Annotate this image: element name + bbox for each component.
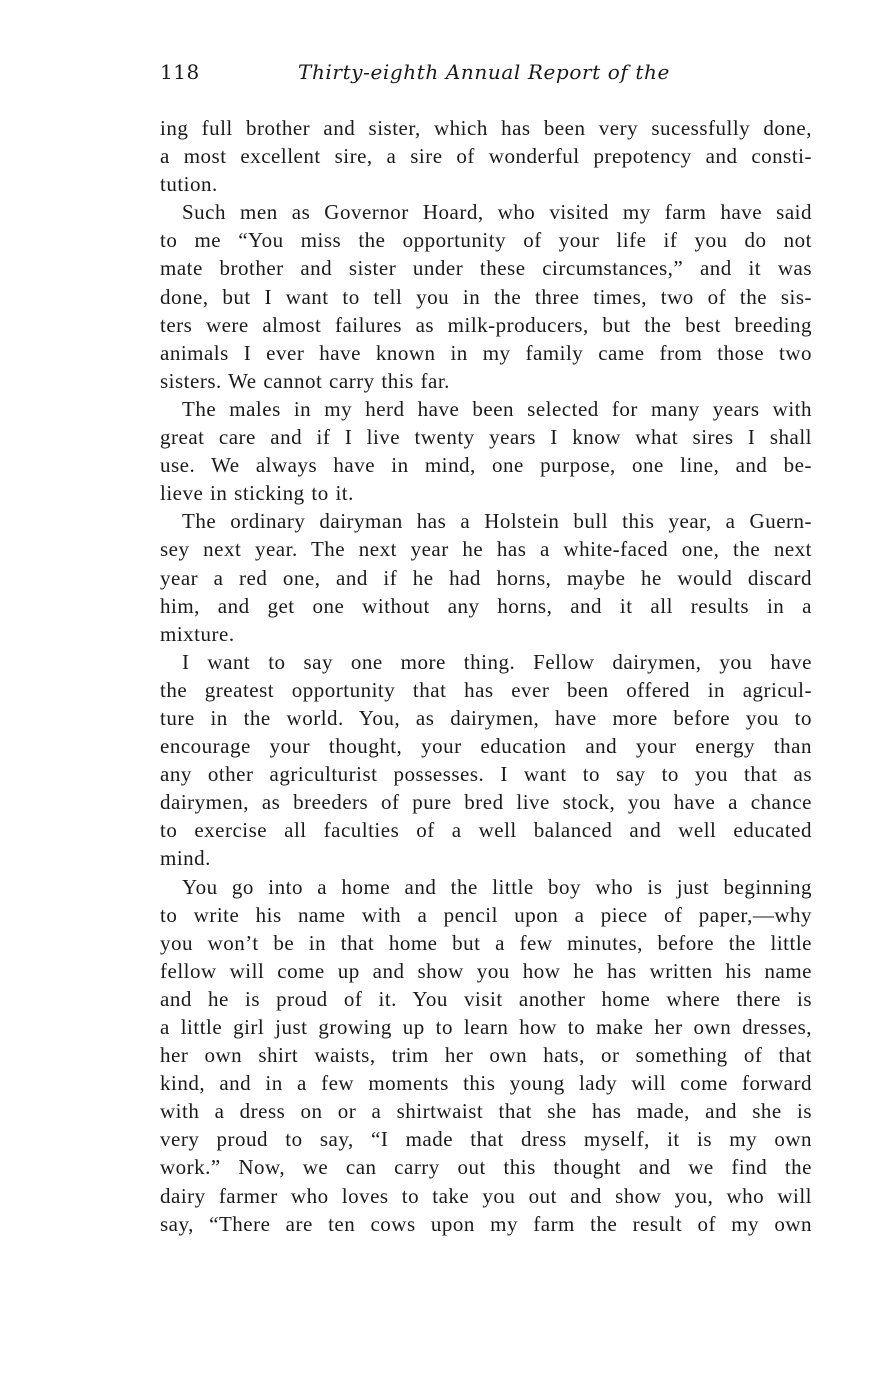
text-line: tution. bbox=[160, 172, 218, 197]
text-line: year a red one, and if he had horns, maybe he would discard bbox=[160, 565, 812, 590]
text-line: dairy farmer who loves to take you out and show you, who will bbox=[160, 1183, 812, 1208]
text-line: her own shirt waists, trim her own hats, or something of that bbox=[160, 1043, 812, 1068]
text-line: great care and if I live twenty years I know what sires I shall bbox=[160, 425, 812, 450]
text-line: The males in my herd have been selected for many years with bbox=[182, 396, 812, 421]
text-line: lieve in sticking to it. bbox=[160, 481, 354, 506]
text-line: mixture. bbox=[160, 621, 235, 646]
text-line: sey next year. The next year he has a white-faced one, the next bbox=[160, 537, 812, 562]
text-line: dairymen, as breeders of pure bred live stock, you have a chance bbox=[160, 790, 812, 815]
text-line: mind. bbox=[160, 846, 211, 871]
paragraph-5 bbox=[160, 648, 812, 873]
body-text bbox=[160, 114, 812, 1238]
page-number: 118 bbox=[160, 60, 200, 84]
text-line: Such men as Governor Hoard, who visited my farm have said bbox=[182, 200, 812, 225]
text-line: animals I ever have known in my family came from those two bbox=[160, 340, 812, 365]
text-line: ture in the world. You, as dairymen, have more before you to bbox=[160, 705, 812, 730]
paragraph-3 bbox=[160, 395, 812, 507]
text-line: encourage your thought, your education and your energy than bbox=[160, 734, 812, 759]
text-line: to me “You miss the opportunity of your life if you do not bbox=[160, 228, 812, 253]
text-line: work.” Now, we can carry out this thought and we find the bbox=[160, 1155, 812, 1180]
text-line: use. We always have in mind, one purpose, one line, and be- bbox=[160, 453, 812, 478]
text-line: The ordinary dairyman has a Holstein bull this year, a Guern- bbox=[182, 509, 812, 534]
text-line: a little girl just growing up to learn how to make her own dresses, bbox=[160, 1015, 812, 1039]
text-line: and he is proud of it. You visit another home where there is bbox=[160, 986, 812, 1011]
text-line: You go into a home and the little boy who is just beginning bbox=[182, 874, 812, 899]
paragraph-2 bbox=[160, 198, 812, 395]
text-line: him, and get one without any horns, and it all results in a bbox=[160, 593, 812, 618]
text-line: you won’t be in that home but a few minutes, before the little bbox=[160, 930, 812, 955]
running-head bbox=[160, 60, 812, 90]
text-line: to exercise all faculties of a well balanced and well educated bbox=[160, 818, 812, 843]
text-line: very proud to say, “I made that dress myself, it is my own bbox=[160, 1127, 812, 1152]
text-line: with a dress on or a shirtwaist that she has made, and she is bbox=[160, 1099, 812, 1124]
text-line: fellow will come up and show you how he has written his name bbox=[160, 958, 812, 983]
running-title: Thirty-eighth Annual Report of the bbox=[298, 60, 670, 84]
text-line: ing full brother and sister, which has been very sucessfully done, bbox=[160, 116, 812, 140]
text-line: to write his name with a pencil upon a piece of paper,—why bbox=[160, 902, 812, 927]
text-line: kind, and in a few moments this young lady will come forward bbox=[160, 1071, 812, 1096]
paragraph-6 bbox=[160, 873, 812, 1238]
text-line: a most excellent sire, a sire of wonderful prepotency and consti- bbox=[160, 144, 812, 169]
text-line: the greatest opportunity that has ever been offered in agricul- bbox=[160, 677, 812, 702]
text-line: sisters. We cannot carry this far. bbox=[160, 368, 450, 393]
text-line: ters were almost failures as milk-producers, but the best breeding bbox=[160, 312, 812, 337]
text-line: any other agriculturist possesses. I want to say to you that as bbox=[160, 762, 812, 787]
text-line: I want to say one more thing. Fellow dairymen, you have bbox=[182, 649, 812, 674]
text-line: mate brother and sister under these circumstances,” and it was bbox=[160, 256, 812, 281]
text-line: done, but I want to tell you in the three times, two of the sis- bbox=[160, 284, 812, 309]
paragraph-4 bbox=[160, 507, 812, 647]
text-line: say, “There are ten cows upon my farm the result of my own bbox=[160, 1211, 812, 1236]
paragraph-1 bbox=[160, 114, 812, 198]
